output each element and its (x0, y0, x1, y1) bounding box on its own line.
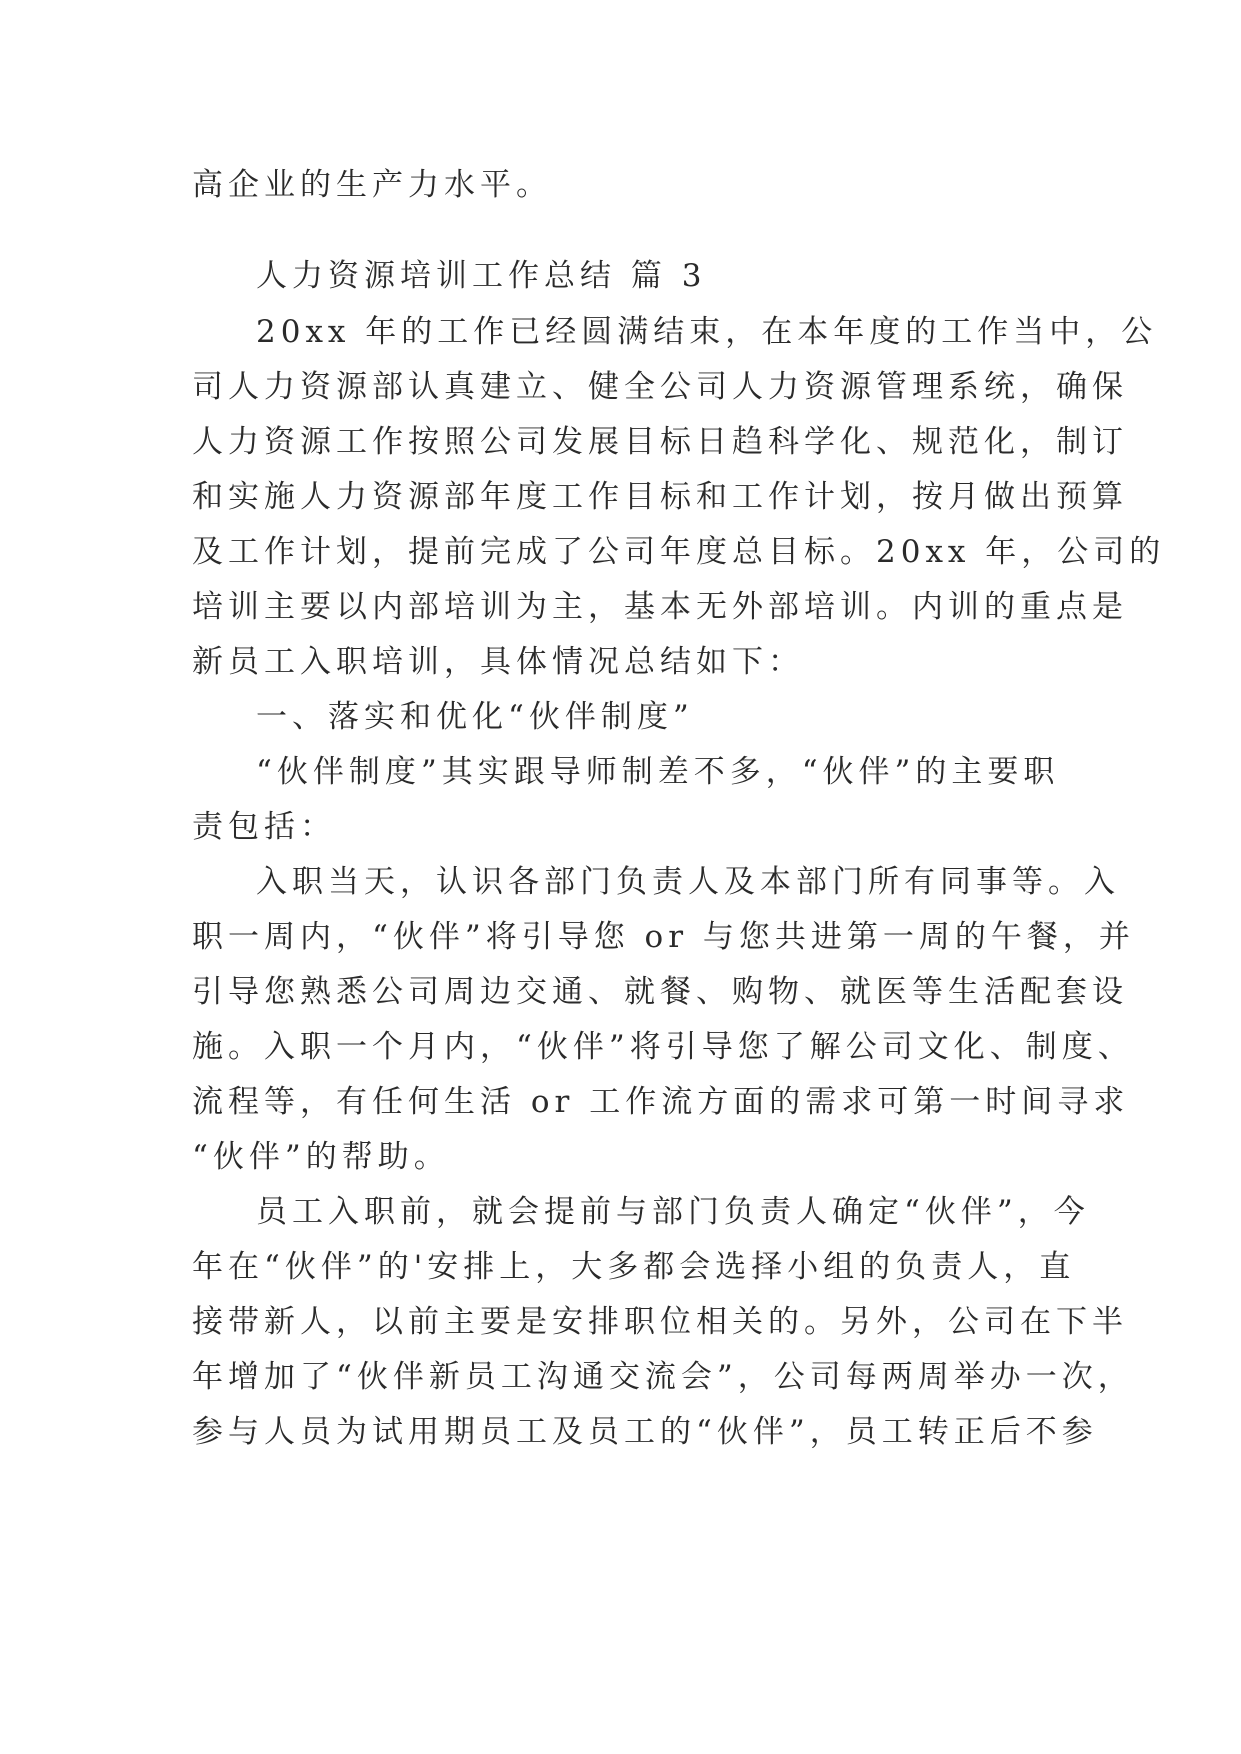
text-line-9: “伙伴制度”其实跟导师制差不多，“伙伴”的主要职 (256, 754, 1060, 790)
section-heading: 人力资源培训工作总结 篇 3 (256, 258, 707, 294)
text-line-5: 和实施人力资源部年度工作目标和工作计划，按月做出预算 (192, 479, 1128, 515)
text-line-11: 入职当天，认识各部门负责人及本部门所有同事等。入 (256, 864, 1120, 900)
text-line-3: 司人力资源部认真建立、健全公司人力资源管理系统，确保 (192, 369, 1128, 405)
text-line-12: 职一周内，“伙伴”将引导您 or 与您共进第一周的午餐，并 (192, 919, 1135, 955)
text-line-8: 新员工入职培训，具体情况总结如下： (192, 644, 804, 680)
text-line-14: 施。入职一个月内，“伙伴”将引导您了解公司文化、制度、 (192, 1029, 1134, 1065)
text-line-20: 年增加了“伙伴新员工沟通交流会”，公司每两周举办一次， (192, 1359, 1134, 1395)
text-line-13: 引导您熟悉公司周边交通、就餐、购物、就医等生活配套设 (192, 974, 1128, 1010)
subheading: 一、落实和优化“伙伴制度” (256, 699, 694, 735)
text-line-16: “伙伴”的帮助。 (192, 1139, 450, 1175)
text-line-19: 接带新人，以前主要是安排职位相关的。另外，公司在下半 (192, 1304, 1128, 1340)
text-line-18: 年在“伙伴”的'安排上，大多都会选择小组的负责人，直 (192, 1249, 1076, 1285)
text-line-6: 及工作计划，提前完成了公司年度总目标。20xx 年，公司的 (192, 534, 1166, 570)
text-line-4: 人力资源工作按照公司发展目标日趋科学化、规范化，制订 (192, 424, 1128, 460)
text-line-7: 培训主要以内部培训为主，基本无外部培训。内训的重点是 (192, 589, 1128, 625)
text-line-2: 20xx 年的工作已经圆满结束，在本年度的工作当中，公 (256, 314, 1158, 350)
text-line-10: 责包括： (192, 809, 336, 845)
text-line-21: 参与人员为试用期员工及员工的“伙伴”，员工转正后不参 (192, 1414, 1098, 1450)
text-line-1: 高企业的生产力水平。 (192, 167, 552, 203)
text-line-15: 流程等，有任何生活 or 工作流方面的需求可第一时间寻求 (192, 1084, 1130, 1120)
text-line-17: 员工入职前，就会提前与部门负责人确定“伙伴”，今 (256, 1194, 1090, 1230)
